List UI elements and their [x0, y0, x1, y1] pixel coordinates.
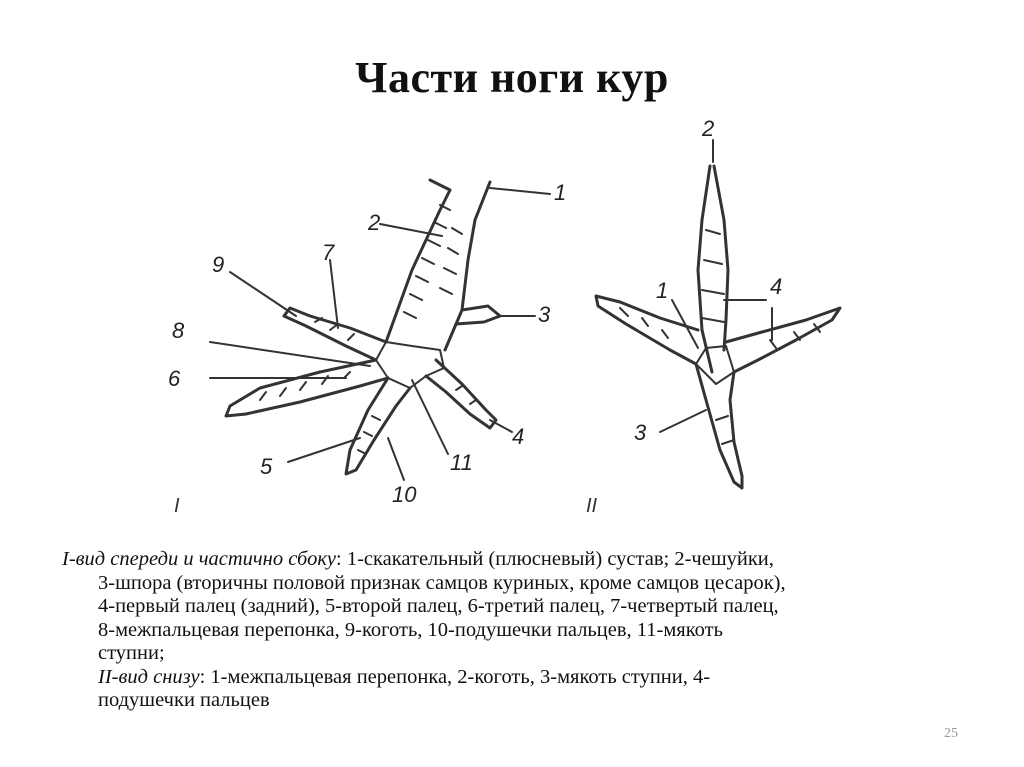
view2-label-3: 3: [634, 420, 647, 445]
view2-numeral: II: [586, 495, 598, 517]
view1-label-4: 4: [512, 424, 525, 449]
view2-label-1: 1: [656, 278, 669, 303]
view1-label-2: 2: [368, 210, 381, 235]
view1-label-5: 5: [260, 454, 273, 479]
view2-line1-text: : 1-межпальцевая перепонка, 2-коготь, 3-мякоть ступни, 4-: [199, 665, 711, 688]
view1-label-10: 10: [392, 482, 417, 507]
chicken-foot-diagram: [150, 110, 870, 530]
slide-title: Части ноги кур: [355, 53, 669, 102]
caption-line-7: подушечки пальцев: [98, 689, 270, 711]
view1-label-3: 3: [538, 302, 551, 327]
figure-caption: [62, 548, 962, 713]
view1-label-11: 11: [450, 450, 473, 475]
view1-foot-drawing: [226, 180, 500, 474]
view1-label-9: 9: [212, 252, 225, 277]
caption-line-4: 8-межпальцевая перепонка, 9-коготь, 10-подушечки пальцев, 11-мякоть: [98, 618, 723, 641]
caption-line-6: [62, 666, 962, 690]
view2-label-4: 4: [770, 274, 783, 299]
view2-heading: II-вид снизу: [98, 665, 200, 688]
view1-label-8: 8: [172, 318, 185, 343]
view1-line1-text: : 1-скакательный (плюсневый) сустав; 2-чешуйки,: [336, 548, 774, 570]
view1-label-7: 7: [322, 240, 335, 265]
caption-line-1: [62, 548, 962, 572]
view2-foot-drawing: [596, 166, 840, 488]
chicken-foot-figure: [150, 110, 870, 530]
view1-heading: I-вид спереди и частично сбоку: [62, 548, 337, 570]
view2-label-2: 2: [702, 116, 715, 141]
caption-line-2: 3-шпора (вторичны половой признак самцов куриных, кроме самцов цесарок),: [98, 571, 786, 594]
caption-line-3: 4-первый палец (задний), 5-второй палец, 6-третий палец, 7-четвертый палец,: [98, 595, 779, 617]
view1-label-1: 1: [554, 180, 567, 205]
caption-line-5: ступни;: [98, 642, 165, 664]
view1-label-6: 6: [168, 366, 181, 391]
page-number: 25: [944, 726, 958, 741]
view1-numeral: I: [174, 495, 180, 517]
